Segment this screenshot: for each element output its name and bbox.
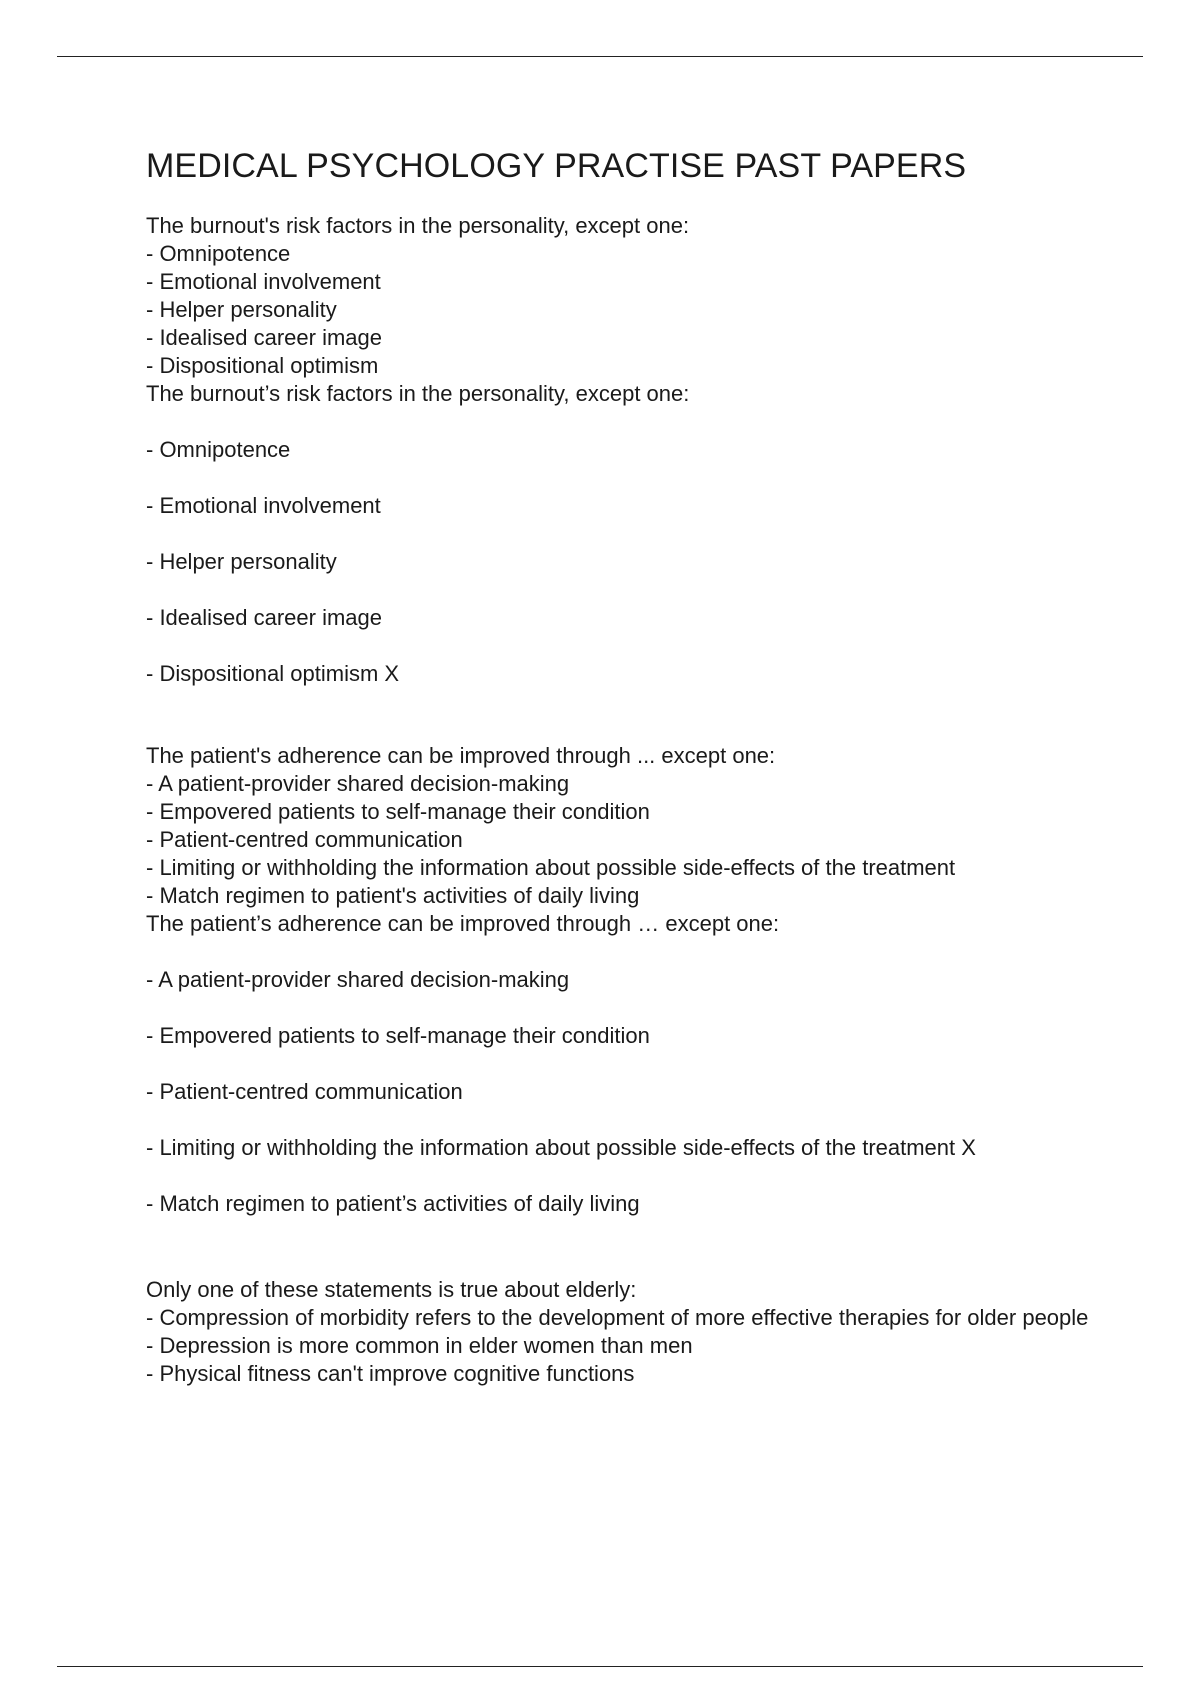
question-1-option-4: - Idealised career image — [146, 325, 383, 350]
question-2-answer-text: The patient’s adherence can be improved through … except one: — [146, 911, 780, 936]
question-2 — [146, 742, 1096, 1218]
question-2-answer-option-3: - Patient-centred communication — [146, 1079, 463, 1104]
question-3 — [146, 1276, 1096, 1388]
question-1-answer-option-5: - Dispositional optimism X — [146, 661, 400, 686]
question-2-option-2: - Empovered patients to self-manage their condition — [146, 799, 650, 824]
question-1 — [146, 212, 1096, 688]
question-2-text: The patient's adherence can be improved through ... except one: — [146, 743, 776, 768]
question-1-option-5: - Dispositional optimism — [146, 353, 379, 378]
question-2-answer-option-1: - A patient-provider shared decision-making — [146, 967, 570, 992]
question-1-option-3: - Helper personality — [146, 297, 337, 322]
document-body — [146, 140, 1096, 1388]
bottom-rule — [57, 1666, 1143, 1667]
page-title: MEDICAL PSYCHOLOGY PRACTISE PAST PAPERS — [146, 147, 967, 185]
question-1-option-2: - Emotional involvement — [146, 269, 381, 294]
question-1-answer-option-1: - Omnipotence — [146, 437, 291, 462]
top-rule — [57, 56, 1143, 57]
question-2-answer-option-4: - Limiting or withholding the information about possible side-effects of the treatment X — [146, 1135, 976, 1160]
question-1-answer-option-4: - Idealised career image — [146, 605, 383, 630]
question-2-answer-option-5: - Match regimen to patient’s activities of daily living — [146, 1191, 640, 1216]
question-3-option-1: - Compression of morbidity refers to the development of more effective therapies for older people — [146, 1305, 1089, 1330]
question-2-answer-option-2: - Empovered patients to self-manage their condition — [146, 1023, 650, 1048]
question-2-option-5: - Match regimen to patient's activities of daily living — [146, 883, 640, 908]
question-1-option-1: - Omnipotence — [146, 241, 291, 266]
question-2-option-1: - A patient-provider shared decision-making — [146, 771, 570, 796]
question-3-text: Only one of these statements is true about elderly: — [146, 1277, 637, 1302]
question-1-text: The burnout's risk factors in the personality, except one: — [146, 213, 690, 238]
question-3-option-2: - Depression is more common in elder women than men — [146, 1333, 693, 1358]
question-1-answer-option-2: - Emotional involvement — [146, 493, 381, 518]
question-1-answer-text: The burnout’s risk factors in the personality, except one: — [146, 381, 690, 406]
question-2-option-4: - Limiting or withholding the information about possible side-effects of the treatment — [146, 855, 956, 880]
question-3-option-3: - Physical fitness can't improve cognitive functions — [146, 1361, 635, 1386]
question-1-answer-option-3: - Helper personality — [146, 549, 337, 574]
question-2-option-3: - Patient-centred communication — [146, 827, 463, 852]
